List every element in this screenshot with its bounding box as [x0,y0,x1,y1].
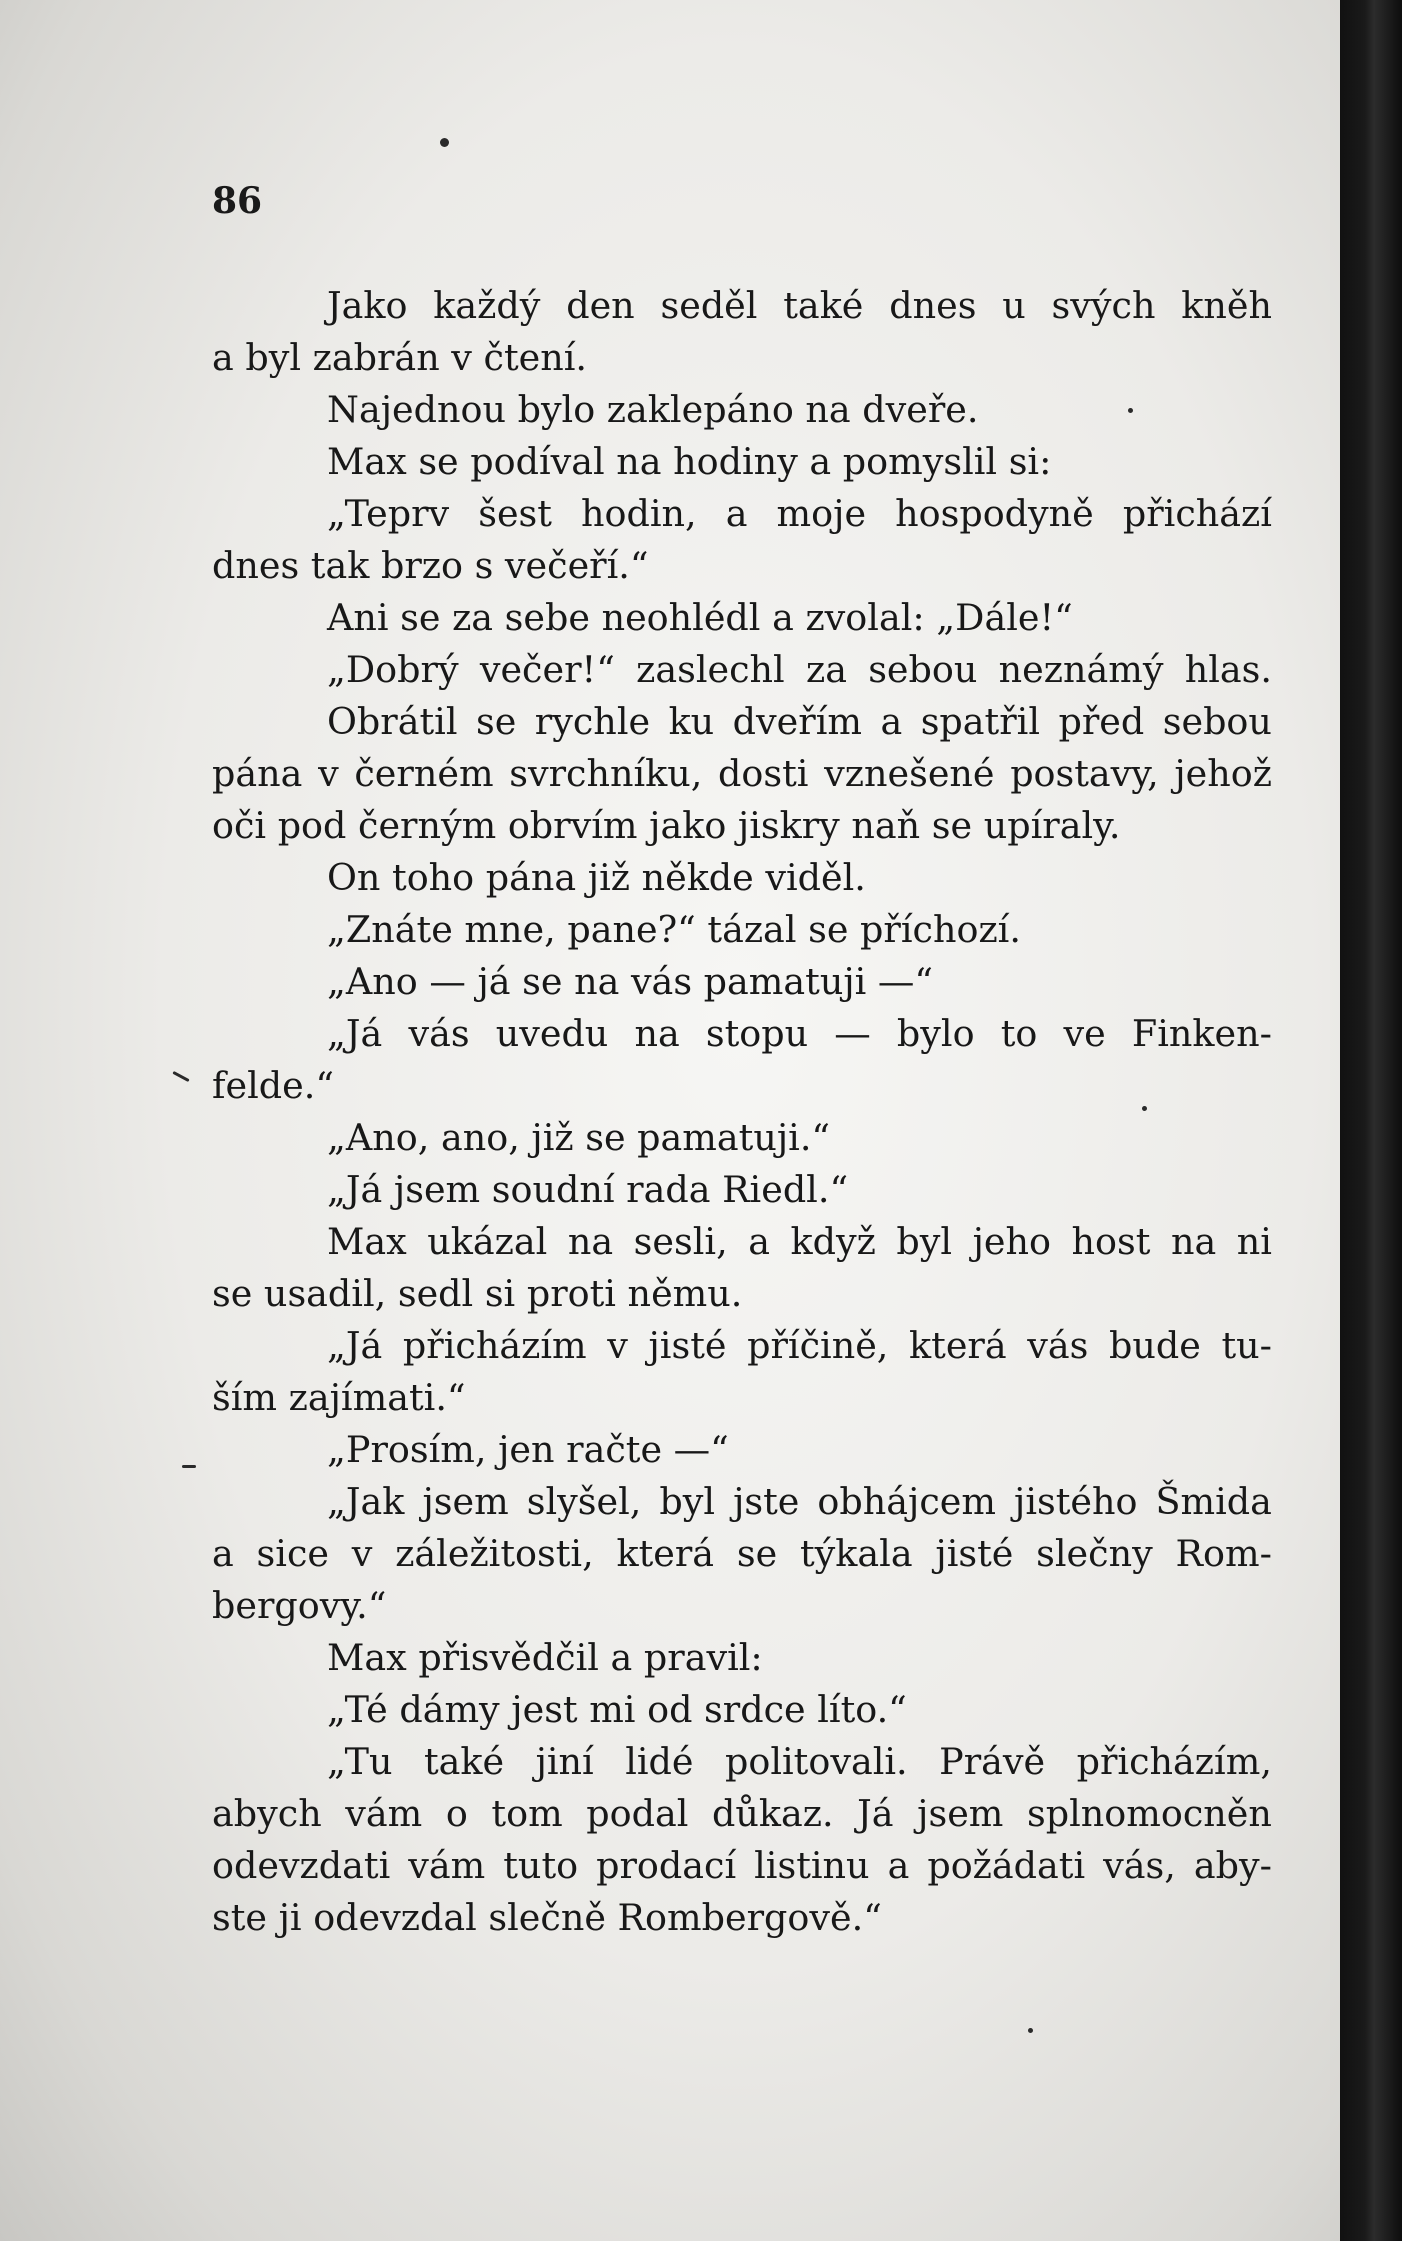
text-line: Ani se za sebe neohlédl a zvolal: „Dále!“ [327,596,1073,639]
body-text [212,280,1272,1944]
text-line: abych vám o tom podal důkaz. Já jsem splnomocněn [212,1792,1272,1835]
text-line: „Té dámy jest mi od srdce líto.“ [327,1688,907,1731]
text-line: dnes tak brzo s večeří.“ [212,544,649,587]
print-mark [182,1465,196,1468]
text-line: pána v černém svrchníku, dosti vznešené postavy, jehož [212,752,1272,795]
text-line: felde.“ [212,1064,335,1107]
text-line: ším zajímati.“ [212,1376,466,1419]
print-speck [440,138,449,147]
text-line: se usadil, sedl si proti němu. [212,1272,743,1315]
text-line: oči pod černým obrvím jako jiskry naň se upíraly. [212,804,1121,847]
text-line: „Já přicházím v jisté příčině, která vás bude tu- [327,1324,1272,1367]
print-speck [1142,1106,1147,1111]
text-line: „Tu také jiní lidé politovali. Právě přicházím, [327,1740,1272,1783]
text-line: a byl zabrán v čtení. [212,336,588,379]
text-line: ste ji odevzdal slečně Rombergově.“ [212,1896,882,1939]
text-line: „Teprv šest hodin, a moje hospodyně přichází [327,492,1272,535]
text-line: „Znáte mne, pane?“ tázal se příchozí. [327,908,1021,951]
page-number: 86 [212,180,263,222]
text-line: „Já jsem soudní rada Riedl.“ [327,1168,849,1211]
text-line: Max ukázal na sesli, a když byl jeho host na ni [327,1220,1272,1263]
text-line: Obrátil se rychle ku dveřím a spatřil před sebou [327,700,1272,743]
text-line: „Já vás uvedu na stopu — bylo to ve Finken- [327,1012,1272,1055]
print-speck [1128,408,1133,413]
book-spine-shadow [1340,0,1402,2241]
text-line: Max se podíval na hodiny a pomyslil si: [327,440,1052,483]
print-mark [172,1071,189,1082]
text-line: Najednou bylo zaklepáno na dveře. [327,388,979,431]
text-line: „Jak jsem slyšel, byl jste obhájcem jistého Šmida [327,1480,1272,1523]
text-line: odevzdati vám tuto prodací listinu a požádati vás, aby- [212,1844,1272,1887]
text-line: On toho pána již někde viděl. [327,856,866,899]
text-line: „Ano, ano, již se pamatuji.“ [327,1116,831,1159]
text-line: Max přisvědčil a pravil: [327,1636,763,1679]
text-line: a sice v záležitosti, která se týkala jisté slečny Rom- [212,1532,1272,1575]
text-line: „Ano — já se na vás pamatuji —“ [327,960,934,1003]
text-line: bergovy.“ [212,1584,387,1627]
print-speck [1028,2028,1033,2033]
text-line: „Prosím, jen račte —“ [327,1428,729,1471]
text-line: Jako každý den seděl také dnes u svých kněh [327,284,1272,327]
text-line: „Dobrý večer!“ zaslechl za sebou neznámý hlas. [327,648,1272,691]
